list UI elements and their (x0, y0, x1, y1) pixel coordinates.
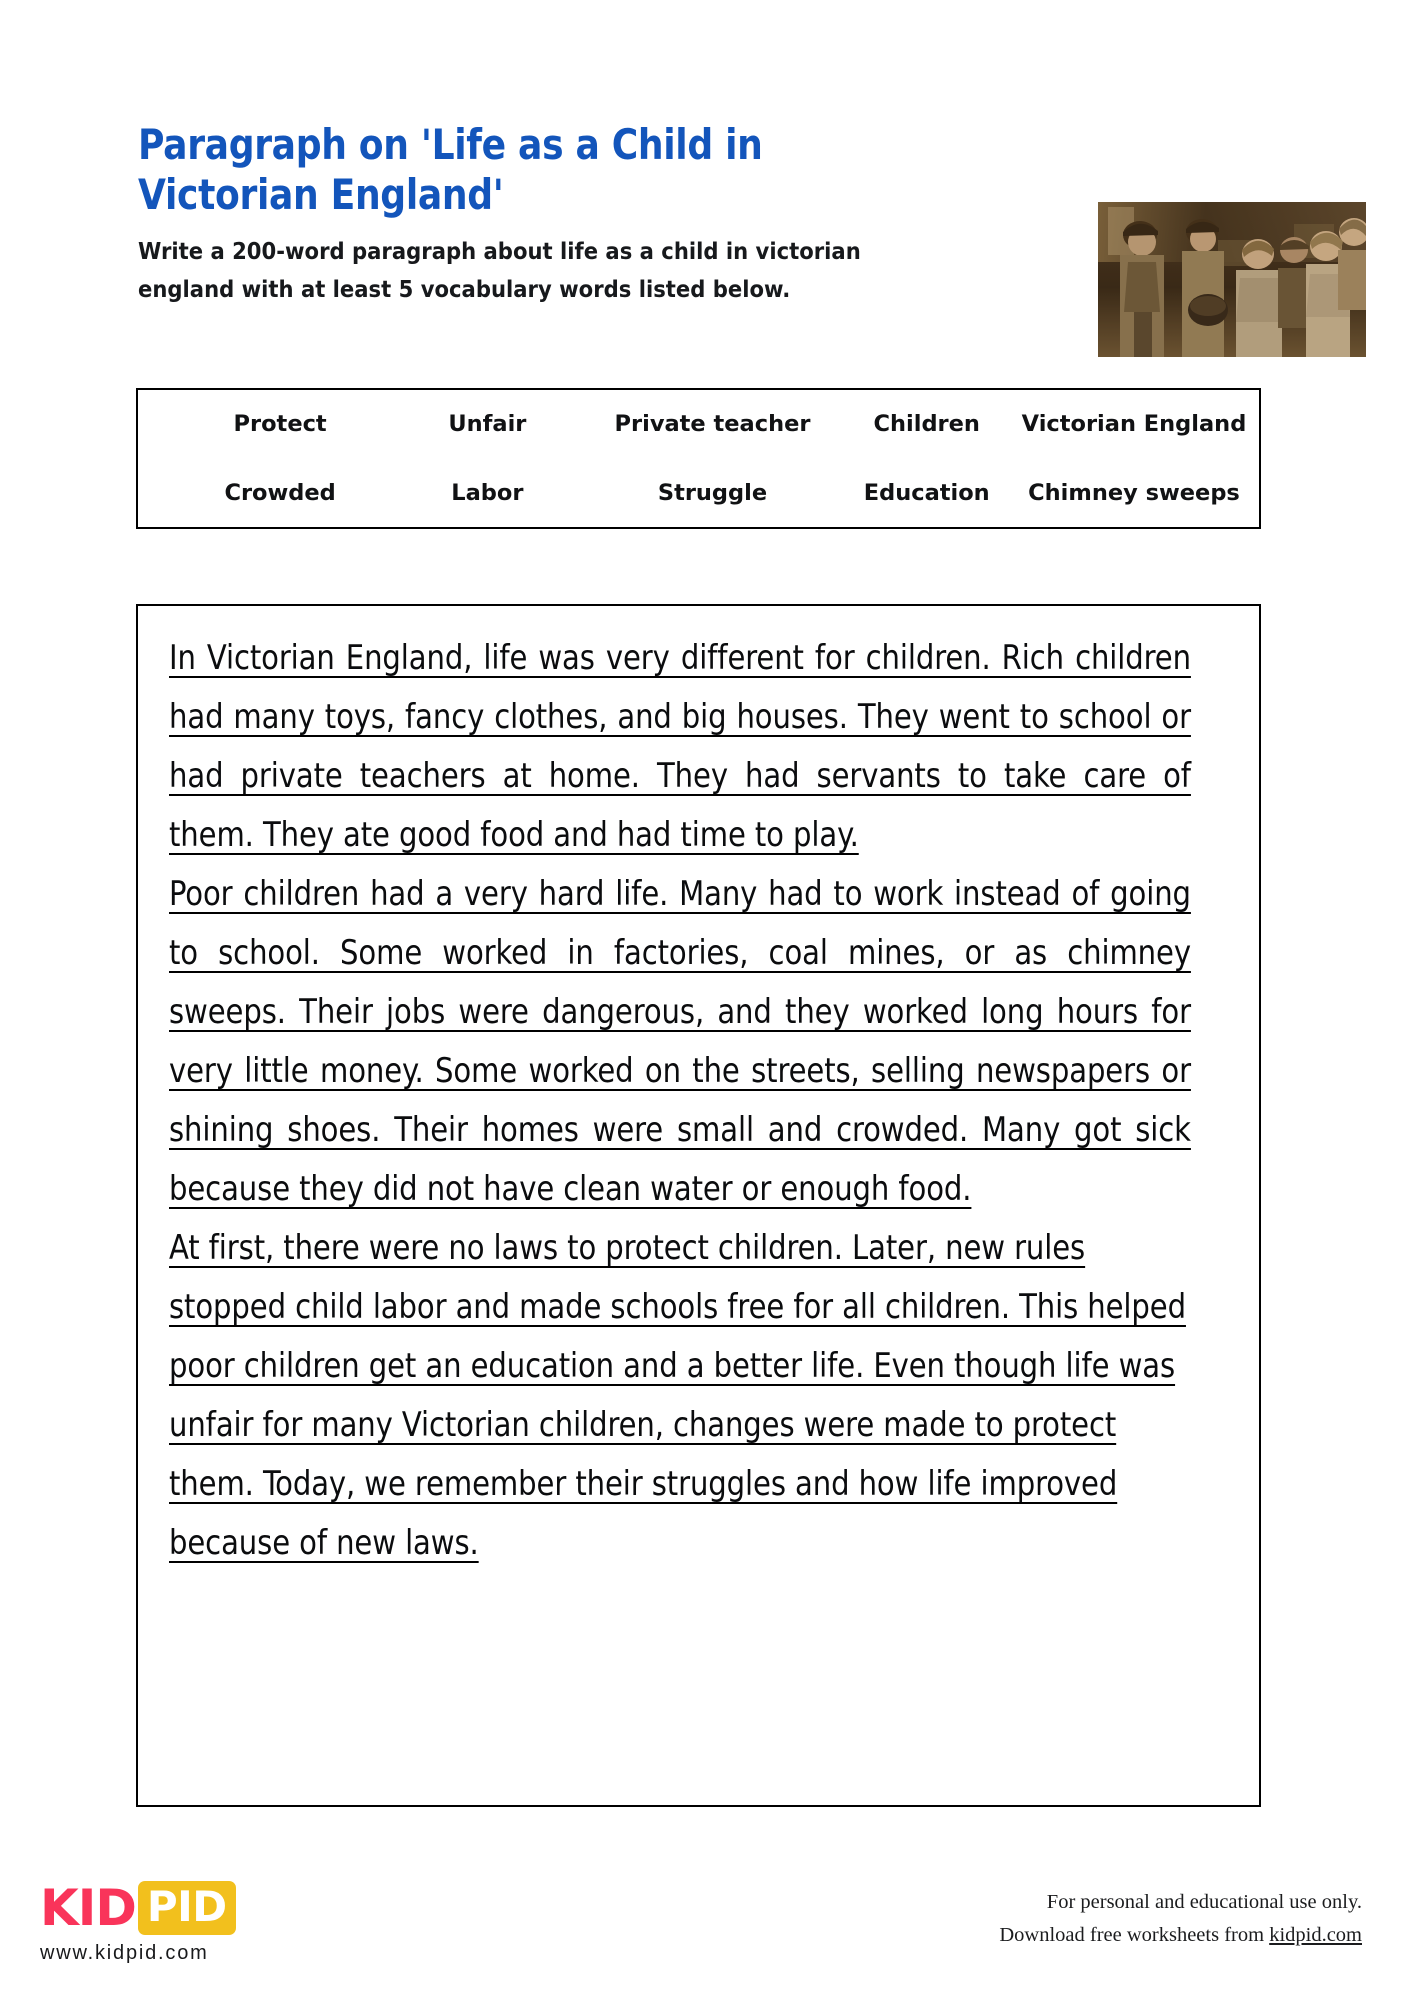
logo-pid-text: PID (138, 1881, 236, 1935)
answer-paragraph-3: At first, there were no laws to protect children. Later, new rules stopped child labor and made schools free for all children. This helped poor children get an education and a better life. Even though life was unfair for many Victorian children, changes were made to protect them. Today, we remember their struggles and how life improved because of new laws. (169, 1228, 1186, 1562)
vocabulary-word: Education (863, 479, 990, 506)
vocabulary-word: Protect (233, 411, 327, 438)
footer-note (999, 1886, 1362, 1952)
footer-note-line-1: For personal and educational use only. (1046, 1891, 1362, 1913)
vocabulary-row-2 (138, 459, 1259, 528)
vocabulary-word-box (136, 388, 1261, 529)
kidpid-logo[interactable] (40, 1880, 280, 1965)
vocabulary-word: Children (873, 411, 980, 438)
vocabulary-row-1 (138, 390, 1259, 459)
vocabulary-word: Labor (451, 479, 524, 506)
instruction-line-1: Write a 200-word paragraph about life as a child in victorian (138, 237, 861, 266)
answer-paragraph-2: Poor children had a very hard life. Many had to work instead of going to school. Some worked in factories, coal mines, or as chimney sweeps. Their jobs were dangerous, and they worked long hours for very little money. Some worked on the streets, selling newspapers or shining shoes. Their homes were small and crowded. Many got sick because they did not have clean water or enough food. (169, 874, 1191, 1208)
logo-kid-text: KID (40, 1879, 136, 1937)
vocabulary-word: Private teacher (614, 411, 811, 438)
victorian-children-photo (1098, 202, 1366, 357)
logo-website-url: www.kidpid.com (40, 1942, 209, 1964)
footer-note-prefix: Download free worksheets from (999, 1924, 1270, 1947)
vocabulary-word: Struggle (657, 479, 768, 506)
photo-illustration (1098, 202, 1366, 357)
instruction-line-2: england with at least 5 vocabulary words listed below. (138, 275, 791, 304)
answer-paragraph-1: In Victorian England, life was very different for children. Rich children had many toys, fancy clothes, and big houses. They went to school or had private teachers at home. They had servants to take care of them. They ate good food and had time to play. (169, 638, 1191, 854)
instruction-text (138, 232, 953, 308)
kidpid-link[interactable]: kidpid.com (1269, 1924, 1362, 1947)
footer-note-line-2 (999, 1919, 1362, 1952)
vocabulary-word: Victorian England (1021, 411, 1247, 438)
logo-mark (40, 1880, 280, 1936)
vocabulary-word: Crowded (224, 479, 336, 506)
vocabulary-word: Unfair (448, 411, 527, 438)
page-title: Paragraph on 'Life as a Child in Victorian England' (138, 120, 763, 219)
answer-text-box[interactable] (136, 604, 1261, 1807)
vocabulary-word: Chimney sweeps (1028, 479, 1240, 506)
